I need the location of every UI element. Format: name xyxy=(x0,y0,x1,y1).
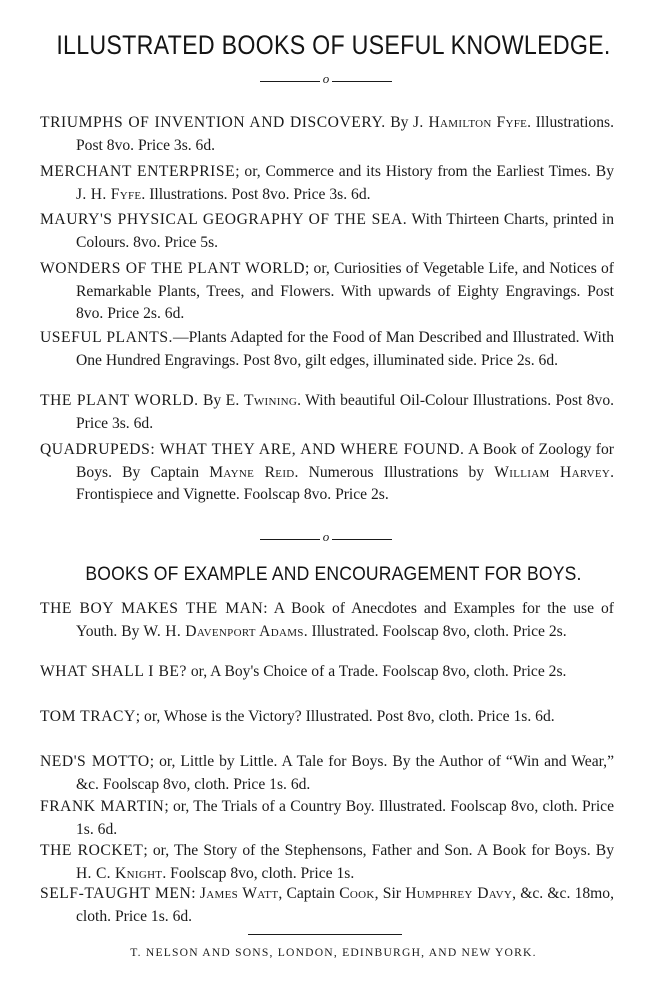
section-divider: o xyxy=(260,74,392,88)
book-entry: FRANK MARTIN; or, The Trials of a Country Boy. Illustrated. Foolscap 8vo, cloth. Price 1s. 6d. xyxy=(40,798,614,838)
book-entry: NED'S MOTTO; or, Little by Little. A Tale for Boys. By the Author of “Win and Wear,” &c. Foolscap 8vo, cloth. Price 1s. 6d. xyxy=(40,753,615,793)
book-entry: TOM TRACY; or, Whose is the Victory? Illustrated. Post 8vo, cloth. Price 1s. 6d. xyxy=(40,708,555,725)
book-entry: THE PLANT WORLD. By E. Twining. With beautiful Oil-Colour Illustrations. Post 8vo. Price 3s. 6d. xyxy=(40,392,615,432)
book-entry: MAURY'S PHYSICAL GEOGRAPHY OF THE SEA. With Thirteen Charts, printed in Colours. 8vo. Price 5s. xyxy=(40,211,614,251)
book-entry: USEFUL PLANTS.—Plants Adapted for the Food of Man Described and Illustrated. With One Hundred Engravings. Post 8vo, gilt edges, illuminated side. Price 2s. 6d. xyxy=(40,329,614,369)
footer-rule xyxy=(248,934,402,935)
book-entry: THE BOY MAKES THE MAN: A Book of Anecdotes and Examples for the use of Youth. By W. H. Davenport Adams. Illustrated. Foolscap 8vo, cloth. Price 2s. xyxy=(40,600,614,640)
book-entry: TRIUMPHS OF INVENTION AND DISCOVERY. By J. Hamilton Fyfe. Illustrations. Post 8vo. Price 3s. 6d. xyxy=(40,114,614,154)
section-divider: o xyxy=(260,532,392,546)
book-entry: MERCHANT ENTERPRISE; or, Commerce and its History from the Earliest Times. By J. H. Fyfe. Illustrations. Post 8vo. Price 3s. 6d. xyxy=(40,163,614,203)
book-entry: QUADRUPEDS: WHAT THEY ARE, AND WHERE FOUND. A Book of Zoology for Boys. By Captain Mayne Reid. Numerous Illustrations by William Harvey. Frontispiece and Vignette. Foolscap 8vo. Price 2s. xyxy=(40,441,614,503)
section-heading: BOOKS OF EXAMPLE AND ENCOURAGEMENT FOR BOYS. xyxy=(85,563,582,585)
page-title: ILLUSTRATED BOOKS OF USEFUL KNOWLEDGE. xyxy=(56,30,611,60)
publisher-imprint: T. NELSON AND SONS, LONDON, EDINBURGH, AND NEW YORK. xyxy=(130,946,537,959)
book-entry: WHAT SHALL I BE? or, A Boy's Choice of a Trade. Foolscap 8vo, cloth. Price 2s. xyxy=(40,663,567,680)
book-entry: WONDERS OF THE PLANT WORLD; or, Curiosities of Vegetable Life, and Notices of Remarkable Plants, Trees, and Flowers. With upwards of Eighty Engravings. Post 8vo. Price 2s. 6d. xyxy=(40,260,614,322)
book-entry: SELF-TAUGHT MEN: James Watt, Captain Cook, Sir Humphrey Davy, &c. &c. 18mo, cloth. Price 1s. 6d. xyxy=(40,885,614,925)
book-entry: THE ROCKET; or, The Story of the Stephensons, Father and Son. A Book for Boys. By H. C. Knight. Foolscap 8vo, cloth. Price 1s. xyxy=(40,842,614,882)
